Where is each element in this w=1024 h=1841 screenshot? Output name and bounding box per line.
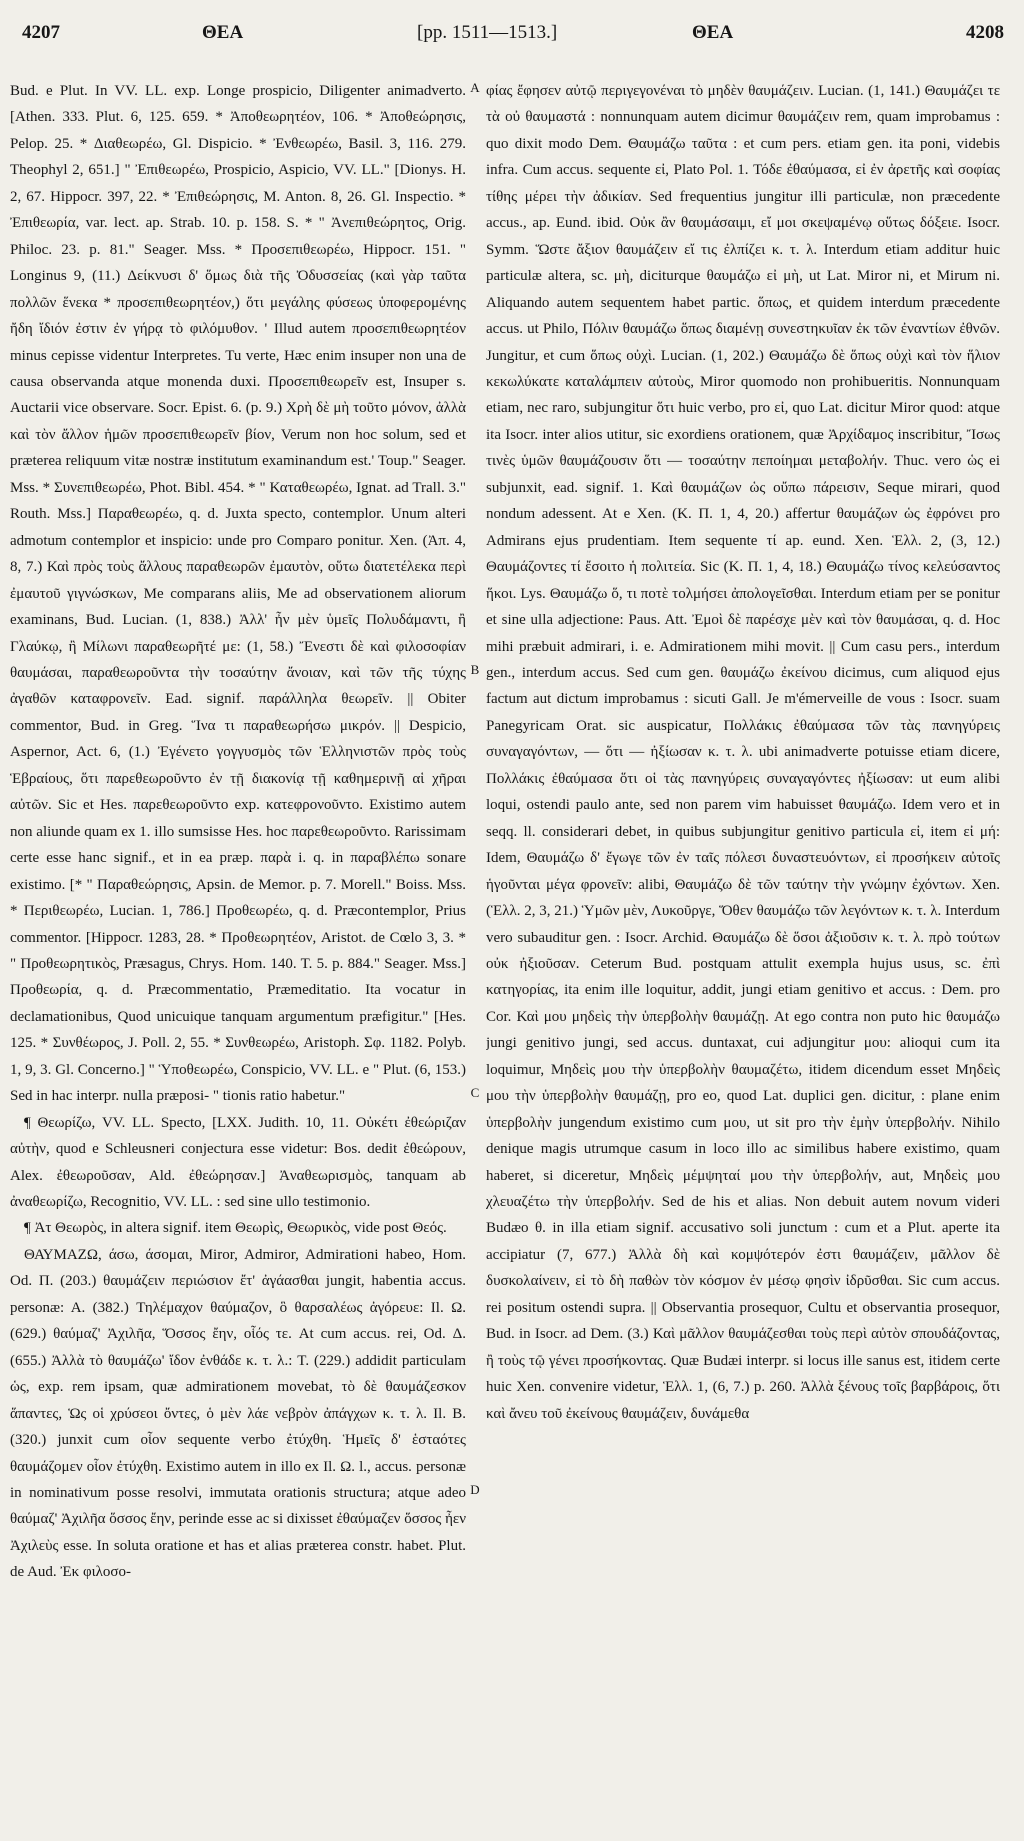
headword-left: ΘΕΑ [202, 22, 244, 43]
page-number-right: 4208 [966, 22, 1004, 43]
right-column [486, 78, 1000, 1823]
entry-paragraph: Bud. e Plut. In VV. LL. exp. Longe prospicio, Diligenter animadverto. [Athen. 333. Plut. 6, 125. 659. * Ἀποθεωρητέον, 106. * Ἀποθεώρησις, Pelop. 25. * Διαθεωρέω, Gl. Dispicio. * Ἐνθεωρέω, Basil. 3, 116. 279. Theophyl 2, 651.] " Ἐπιθεωρέω, Prospicio, Aspicio, VV. LL." [Dionys. H. 2, 67. Hippocr. 397, 22. * Ἐπιθεώρησις, M. Anton. 8, 26. Gl. Inspectio. * Ἐπιθεωρία, var. lect. ap. Strab. 10. p. 158. S. * " Ἀνεπιθεώρητος, Orig. Philoc. 23. p. 81." Seager. Mss. * Προσεπιθεωρέω, Hippocr. 151. " Longinus 9, (11.) Δείκνυσι δ' ὅμως διὰ τῆς Ὀδυσσείας (καὶ γὰρ ταῦτα πολλῶν ἕνεκα * προσεπιθεωρητέον,) ὅτι μεγάλης φύσεως ὑποφερομένης ἤδη ἴδιόν ἐστιν ἐν γήρᾳ τὸ φιλόμυθον. ' Illud autem προσεπιθεωρητέον minus cepisse videntur Interpretes. Tu verte, Hæc enim insuper non una de causa observanda atque monenda duxi. Προσεπιθεωρεῖν est, Insuper s. Auctarii vice observare. Socr. Epist. 6. (p. 9.) Χρὴ δὲ μὴ τοῦτο μόνον, ἀλλὰ καὶ τὸν ἄλλον ἡμῶν προσεπιθεωρεῖν βίον, Verum non hoc solum, sed et præterea reliquum vitæ nostræ institutum examinandum est.' Toup." Seager. Mss. * Συνεπιθεωρέω, Phot. Bibl. 454. * " Καταθεωρέω, Ignat. ad Trall. 3." Routh. Mss.] Παραθεωρέω, q. d. Juxta specto, contemplor. Unum alteri admotum contemplor et inspicio: unde pro Comparo ponitur. Xen. (Ἀπ. 4, 8, 7.) Καὶ πρὸς τοὺς ἄλλους παραθεωρῶν ἐμαυτὸν, οὕτω διατετέλεκα περὶ ἐμαυτοῦ γιγνώσκων, Me comparans aliis, Me ad observationem aliorum examinans, Bud. Lucian. (1, 838.) Ἀλλ' ἦν μὲν ὑμεῖς Πολυδάμαντι, ἢ Γλαύκῳ, ἢ Μίλωνι παραθεωρῆτέ με: (1, 58.) Ἔνεστι δὲ καὶ φιλοσοφίαν θαυμάσαι, παραθεωροῦντα τὴν τοσαύτην ἄνοιαν, καὶ τῶν τῆς τύχης ἀγαθῶν καταφρονεῖν. Ead. signif. παράλληλα θεωρεῖν. || Obiter commentor, Bud. in Greg. Ἵνα τι παραθεωρήσω μικρόν. || Despicio, Aspernor, Act. 6, (1.) Ἐγένετο γογγυσμὸς τῶν Ἑλληνιστῶν πρὸς τοὺς Ἑβραίους, ὅτι παρεθεωροῦντο ἐν τῇ διακονίᾳ τῇ καθημερινῇ αἱ χῆραι αὐτῶν. Sic et Hes. παρεθεωροῦντο exp. κατεφρονοῦντο. Existimo autem non aliunde quam ex 1. illo sumsisse Hes. hoc παρεθεωροῦντο. Rarissimam certe esse hanc signif., et in ea præp. παρὰ i. q. in παραβλέπω sonare existimo. [* " Παραθεώρησις, Apsin. de Memor. p. 7. Morell." Boiss. Mss. * Περιθεωρέω, Lucian. 1, 786.] Προθεωρέω, q. d. Præcontemplor, Prius commentor. [Hippocr. 1283, 28. * Προθεωρητέον, Aristot. de Cœlo 3, 3. * " Προθεωρητικὸς, Præsagus, Chrys. Hom. 140. T. 5. p. 884." Seager. Mss.] Προθεωρία, q. d. Præcommentatio, Præmeditatio. Ita vocatur in declamationibus, Quod unicuique tanquam argumentum præfigitur." [Hes. 125. * Συνθέωρος, J. Poll. 2, 55. * Συνθεωρέω, Aristoph. Σφ. 1182. Polyb. 1, 9, 3. Gl. Concerno.] " Ὑποθεωρέω, Conspicio, VV. LL. e " Plut. (6, 153.) Sed in hac interpr. nulla præposi- " tionis ratio habetur." [10, 83, 466, 1105]
entry-paragraph: φίας ἔφησεν αὐτῷ περιγεγονέναι τὸ μηδὲν θαυμάζειν. Lucian. (1, 141.) Θαυμάζει τε τὰ οὐ θαυμαστά : nonnunquam autem dicimur θαυμάζειν rem, quam improbamus : quo dixit modo Dem. Θαυμάζω ταῦτα : et cum pers. etiam gen. ita poni, videbis infra. Cum accus. sequente εἰ, Plato Pol. 1. Τόδε ἐθαύμασα, εἰ ἐν ἀρετῆς καὶ σοφίας τίθης μέρει τὴν ἀδικίαν. Sed frequentius jungitur illi particulæ, non præcedente accus., ap. Eund. ibid. Οὐκ ἂν θαυμάσαιμι, εἴ μοι σκεψαμένῳ οὕτως δόξειε. Isocr. Symm. Ὥστε ἄξιον θαυμάζειν εἴ τις ἐλπίζει κ. τ. λ. Interdum etiam additur huic particulæ altera, sc. μὴ, diciturque θαυμάζω εἰ μὴ, ut Lat. Miror ni, et Mirum ni. Aliquando autem sequentem habet partic. ὅπως, et quidem interdum præcedente accus. ut Philo, Πόλιν θαυμάζω ὅπως διαμένῃ συνεστηκυῖαν ἐκ τῶν ἐναντίων ἐθνῶν. Jungitur, et cum ὅπως οὐχὶ. Lucian. (1, 202.) Θαυμάζω δὲ ὅπως οὐχὶ καὶ τὸν ἥλιον κεκωλύκατε καταλάμπειν αὐτοὺς, Miror quomodo non prohibueritis. Nonnunquam etiam, nec raro, subjungitur ὅτι huic verbo, pro εἰ, quo Lat. dicitur Miror quod: atque ita Isocr. inter alios utitur, sic exordiens orationem, quæ Ἀρχίδαμος inscribitur, Ἴσως τινὲς ὑμῶν θαυμάζουσιν ὅτι — τοσαύτην πεποίημαι μεταβολήν. Thuc. vero ὡς ei subjunxit, ead. signif. 1. Καὶ θαυμάζων ὡς οὔπω πάρεισιν, Seque mirari, quod nondum adessent. At e Xen. (Κ. Π. 1, 4, 20.) affertur θαυμάζων ὡς ἐφρόνει pro Admirans ejus prudentiam. Item sequente τί ap. eund. Xen. Ἑλλ. 2, (3, 12.) Θαυμάζοντες τί ἔσοιτο ἡ πολιτεία. Sic (Κ. Π. 1, 4, 18.) Θαυμάζω τίνος κελεύσαντος ἥκοι. Lys. Θαυμάζω ὅ, τι ποτὲ τολμήσει ἀπολογεῖσθαι. Interdum etiam per se ponitur et sine ulla adjectione: Paus. Att. Ἐμοὶ δὲ παρέσχε μὲν καὶ τὸν θαυμάσαι, q. d. Hoc mihi præbuit admirari, i. e. Admirationem mihi movit. || Cum casu pers., interdum gen., interdum accus. Sed cum gen. θαυμάζω ἐκείνου dicimus, cum aliquod ejus factum aut dictum improbamus : sicuti Gall. Je m'émerveille de vous : Isocr. suam Panegyricam Orat. sic auspicatur, Πολλάκις ἐθαύμασα τῶν τὰς πανηγύρεις συναγαγόντων, — ὅτι — ἠξίωσαν κ. τ. λ. ubi animadverte potuisse etiam dicere, Πολλάκις ἐθαύμασα ὅτι οἱ τὰς πανηγύρεις συναγαγόντες ἠξίωσαν: ut eum alibi loqui, ostendi paulo ante, sed non parem vim habuisset θαυμάζω. Idem vero et in seqq. ll. considerari debet, in quibus subjungitur genitivo particula εἰ, item εἰ μή: Idem, Θαυμάζω δ' ἔγωγε τῶν ἐν ταῖς πόλεσι δυναστευόντων, εἰ προσήκειν αὐτοῖς ἡγοῦνται μέγα φρονεῖν: alibi, Θαυμάζω δὲ τῶν ταύτην τὴν γνώμην ἐχόντων. Xen. (Ἑλλ. 2, 3, 21.) Ὑμῶν μὲν, Λυκοῦργε, Ὅθεν θαυμάζω τῶν λεγόντων κ. τ. λ. Interdum vero subauditur gen. : Isocr. Archid. Θαυμάζω δὲ ὅσοι ἀξιοῦσιν κ. τ. λ. πρὸ τούτων οὐκ ἠξιοῦσαν. Ceterum Bud. postquam attulit exempla hujus usus, sc. ἐπὶ κατηγορίας, ita enim ille loquitur, addit, jungi etiam genitivo et accus. : Dem. pro Cor. Καὶ μου μηδεὶς τὴν ὑπερβολὴν θαυμάζῃ. At ego contra non puto hic θαυμάζω jungi genitivo jungi, sed accus. duntaxat, cui adjungitur μου: alioqui cum ita loquimur, Μηδεὶς μου τὴν ὑπερβολὴν θαυμαζέτω, itidem dicendum esset Μηδεὶς μου τὴν ὑπερβολὴν θαυμάζῃ, pro eo, quod Lat. duplici gen. dicitur, : plane enim ὑπερβολὴν jungendum existimo cum μου, ut sit pro τὴν ἐμὴν ὑπερβολήν. Nihilo denique magis utrumque casum in loco illo ac similibus habere existimo, quam haberet, si diceretur, Μηδεὶς μέμψηταί μου τὴν ὑπερβολήν, aut, Μηδεὶς μου χλευαζέτω τὴν ὑπερβολήν. Sed de his et alias. Non debuit autem novum videri Budæo θ. in illa etiam signif. accusativo soli junctum : cum et a Plut. aperte ita accipiatur (7, 677.) Ἀλλὰ δὴ καὶ κομψότερόν ἐστι θαυμάζειν, μᾶλλον δὲ δυσκολαίνειν, εἰ τὸ δὴ παθὼν τὸν κόσμον ἐν μέσῳ φησὶν ἰδρῦσθαι. Sic cum accus. rei positum ostendi supra. || Observantia prosequor, Cultu et observantia prosequor, Bud. in Isocr. ad Dem. (3.) Καὶ μᾶλλον θαυμάζεσθαι τοὺς περὶ αὐτὸν σπουδάζοντας, ἢ τοὺς τῷ γένει προσήκοντας. Quæ Budæi interpr. si locus ille sanus est, itidem certe huic Xen. convenire videtur, Ἑλλ. 1, (6, 7.) p. 260. Ἀλλὰ ξένους τοῖς βαρβάροις, ὅτι καὶ ἄνευ τοῦ ἐκείνους θαυμάζειν, δυνάμεθα [486, 83, 1000, 1422]
page-number-left: 4207 [22, 22, 60, 43]
margin-marker-a: A [470, 80, 480, 95]
entry-paragraph: ¶ Ἀτ Θεωρὸς, in altera signif. item Θεωρὶς, Θεωρικὸς, vide post Θεός. [24, 1220, 447, 1237]
entry-paragraph: ¶ Θεωρίζω, VV. LL. Specto, [LXX. Judith. 10, 11. Οὐκέτι ἐθεώριζαν αὐτὴν, quod e Schleusneri conjectura esse videtur: Bos. dedit ἐθεώρουν, Alex. ἐθεωροῦσαν, Ald. ἐθεώρησαν.] Ἀναθεωρισμὸς, tanquam ab ἀναθεωρίζω, Recognitio, VV. LL. : sed sine ullo testimonio. [10, 1114, 466, 1211]
running-header [22, 22, 1004, 52]
margin-marker-b: B [470, 662, 480, 677]
page-range: [pp. 1511—1513.] [417, 22, 558, 43]
left-column [10, 78, 466, 1823]
margin-marker-d: D [470, 1482, 480, 1497]
headword-right: ΘΕΑ [692, 22, 734, 43]
entry-paragraph: ΘΑΥΜΑΖΩ, άσω, άσομαι, Miror, Admiror, Admirationi habeo, Hom. Od. Π. (203.) θαυμάζειν περιώσιον ἔτ' ἀγάασθαι jungit, habentia accus. personæ: A. (382.) Τηλέμαχον θαύμαζον, ὃ θαρσαλέως ἀγόρευε: Il. Ω. (629.) θαύμαζ' Ἀχιλῆα, Ὅσσος ἔην, οἷός τε. At cum accus. rei, Od. Δ. (655.) Ἀλλὰ τὸ θαυμάζω' ἴδον ἐνθάδε κ. τ. λ.: T. (229.) addidit particulam ὡς, exp. rem ipsam, quæ admirationem movebat, τὸ δὲ θαυμάζεσκον ἅπαντες, Ὡς οἱ χρύσεοι ὄντες, ὁ μὲν λάε νεβρὸν ἀπάγχων κ. τ. λ. Il. B. (320.) junxit cum οἷον sequente verbo ἐτύχθη. Ἡμεῖς δ' ἑσταότες θαυμάζομεν οἷον ἐτύχθη. Existimo autem in illo ex Il. Ω. l., accus. personæ in nominativum posse resolvi, immutata orationis structura; atque adeo θαύμαζ' Ἀχιλῆα ὅσσος ἔην, perinde esse ac si dixisset ἐθαύμαζεν ὅσσος ἦεν Ἀχιλεὺς esse. In soluta oratione et has et alias præterea constr. habet. Plut. de Aud. Ἐκ φιλοσο- [10, 1246, 466, 1581]
margin-marker-c: C [470, 1085, 480, 1100]
